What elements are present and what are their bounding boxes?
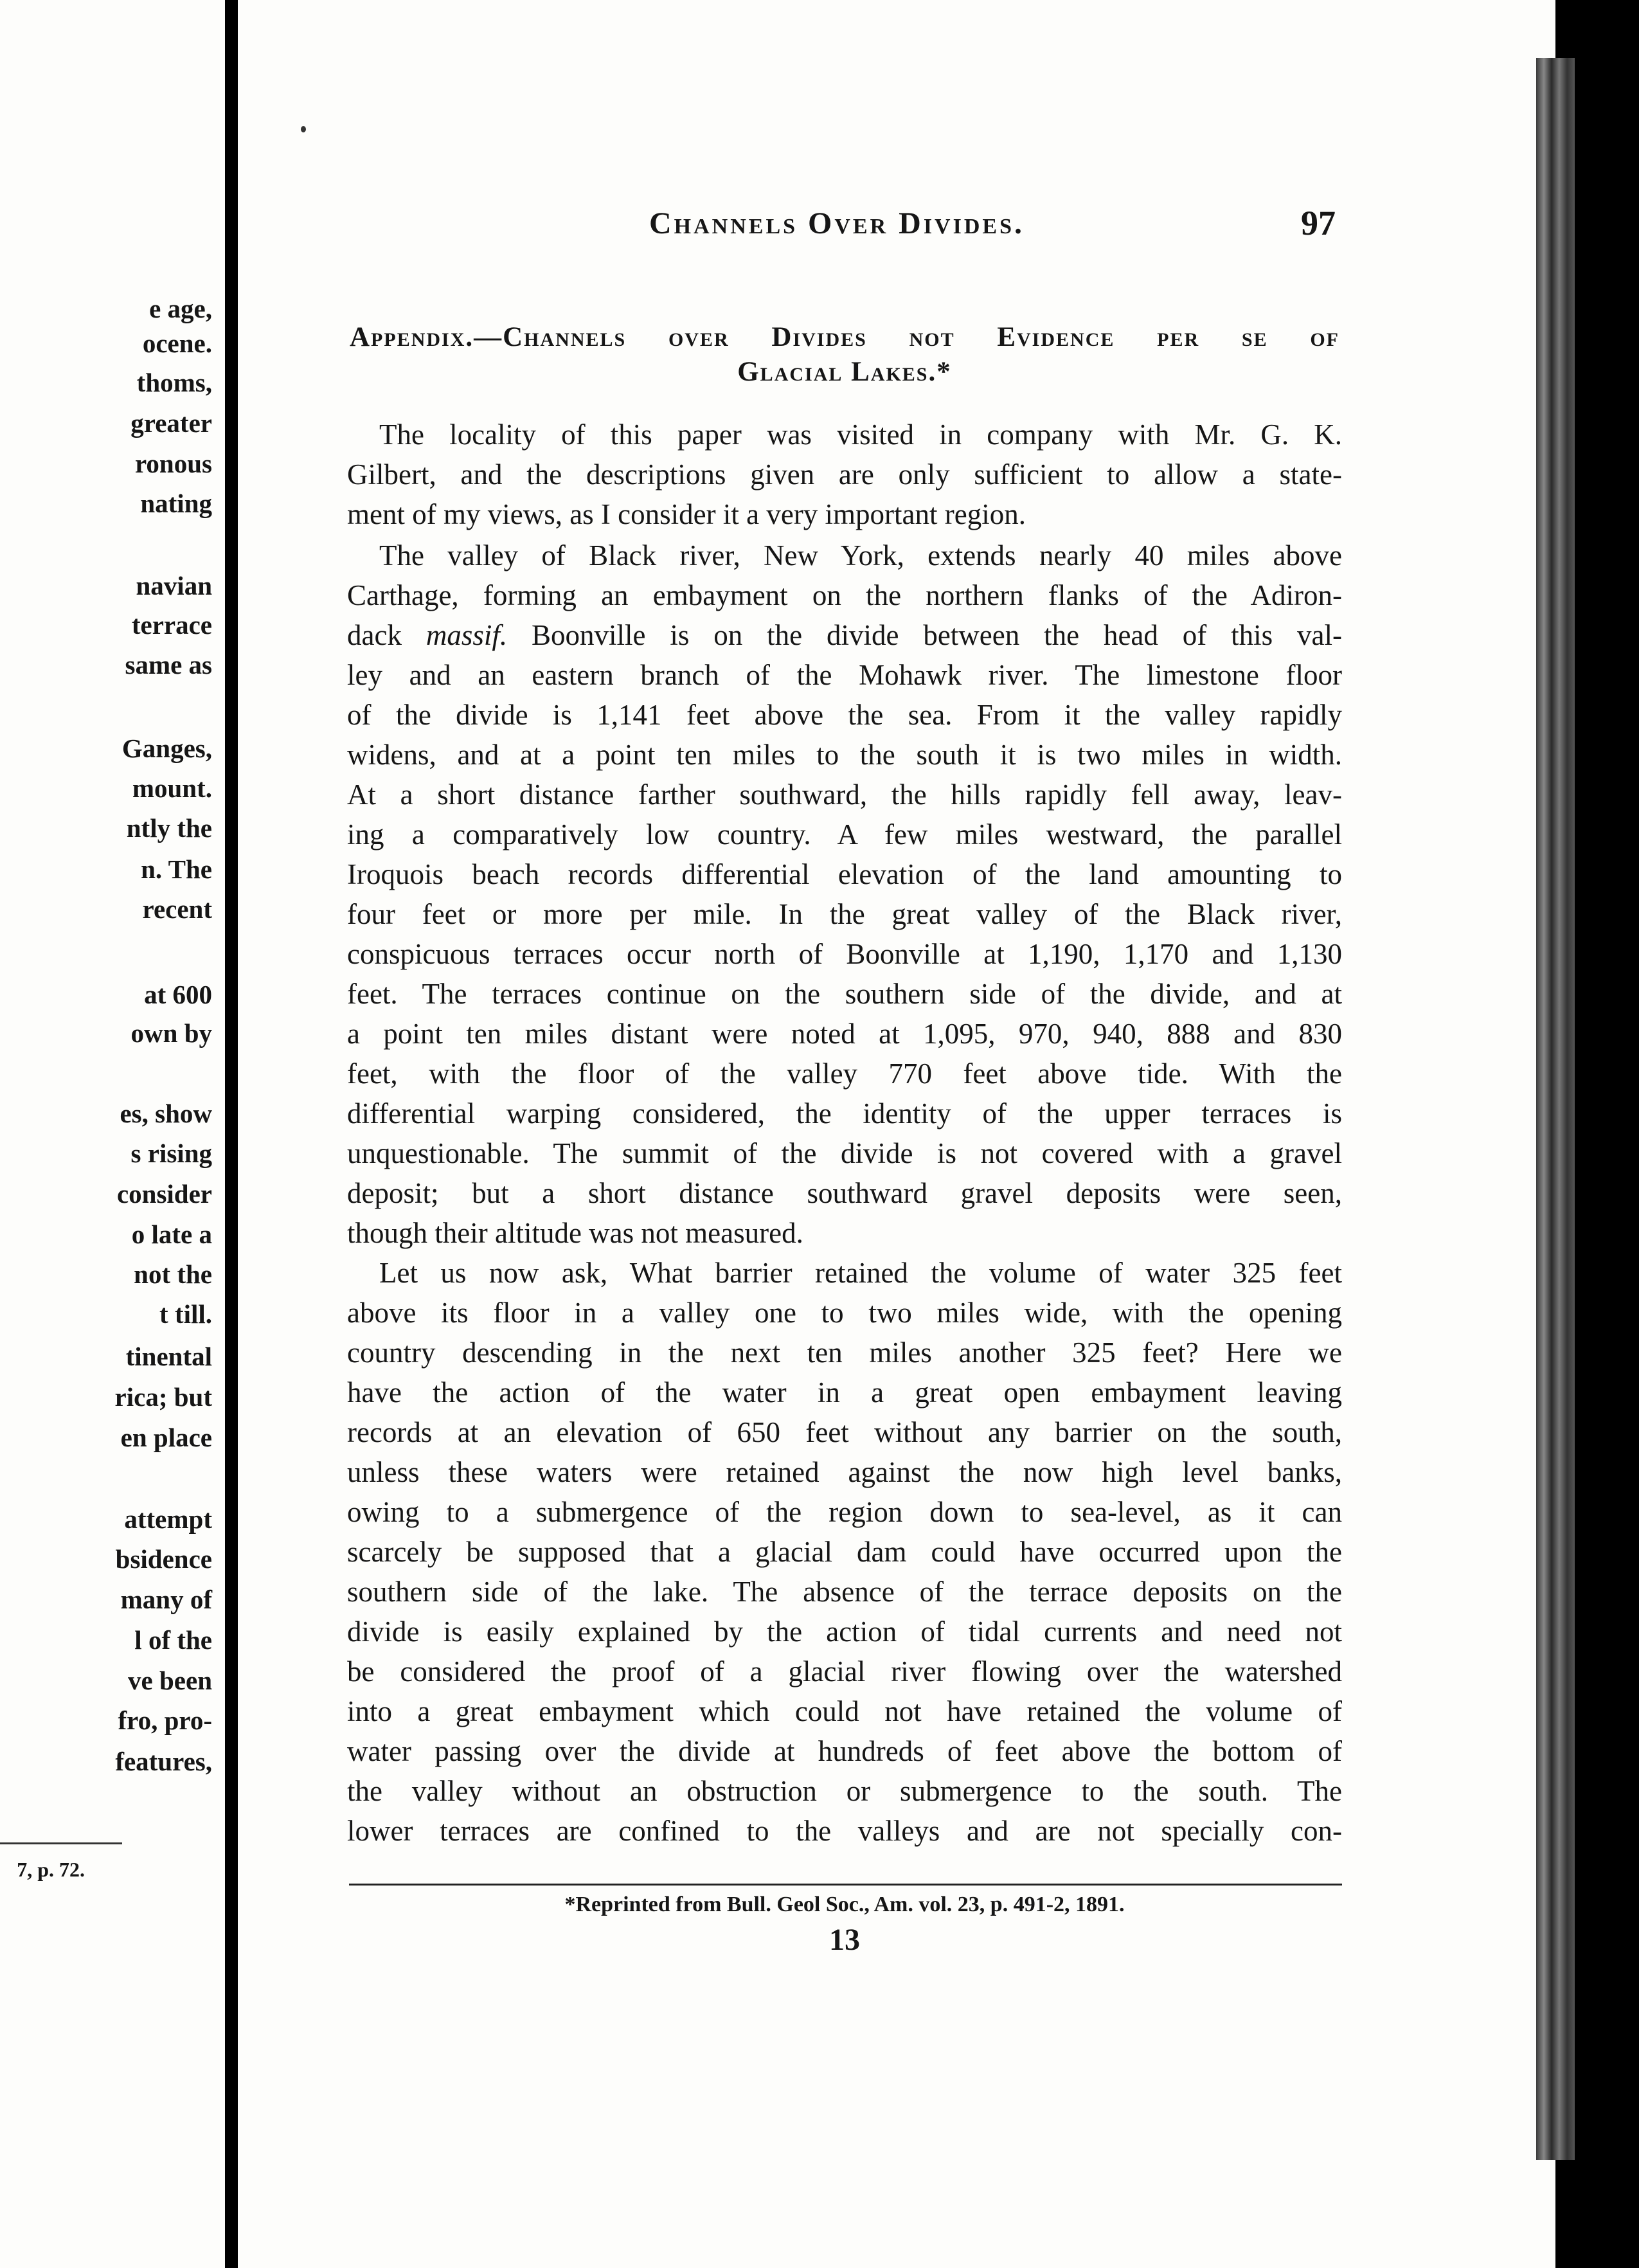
left-line: ntly the (126, 813, 212, 843)
text-line: unless these waters were retained against the now high level banks, (347, 1456, 1342, 1488)
text-line: The valley of Black river, New York, extends nearly 40 miles above (379, 539, 1342, 572)
left-line: features, (115, 1747, 212, 1776)
text-line: a point ten miles distant were noted at 1,095, 970, 940, 888 and 830 (347, 1018, 1342, 1050)
left-line: nating (140, 489, 212, 518)
text-line: ing a comparatively low country. A few miles westward, the parallel (347, 818, 1342, 851)
left-line: recent (142, 894, 212, 924)
footnote-rule (349, 1884, 1342, 1886)
text-line: feet, with the floor of the valley 770 feet above tide. With the (347, 1058, 1342, 1090)
text-line: have the action of the water in a great open embayment leaving (347, 1376, 1342, 1408)
text-line: lower terraces are confined to the valleys and are not specially con- (347, 1815, 1342, 1847)
left-line: at 600 (144, 980, 212, 1009)
left-line: e age, (149, 294, 212, 323)
text-line: owing to a submergence of the region down to sea-level, as it can (347, 1496, 1342, 1528)
text-fragment: Boonville is on the divide between the head of this val- (531, 619, 1342, 651)
text-line: ley and an eastern branch of the Mohawk river. The limestone floor (347, 659, 1342, 691)
text-line: The locality of this paper was visited in company with Mr. G. K. (379, 419, 1342, 451)
text-line: unquestionable. The summit of the divide is not covered with a gravel (347, 1137, 1342, 1169)
text-line: deposit; but a short distance southward gravel deposits were seen, (347, 1177, 1342, 1209)
text-line: country descending in the next ten miles another 325 feet? Here we (347, 1336, 1342, 1369)
left-line: l of the (134, 1625, 212, 1655)
text-line: At a short distance farther southward, the hills rapidly fell away, leav- (347, 779, 1342, 811)
left-line: fro, pro- (118, 1706, 212, 1735)
text-line: Let us now ask, What barrier retained the volume of water 325 feet (379, 1257, 1342, 1289)
text-line: above its floor in a valley one to two miles wide, with the opening (347, 1297, 1342, 1329)
text-line: Carthage, forming an embayment on the northern flanks of the Adiron- (347, 579, 1342, 611)
left-line: terrace (131, 610, 212, 640)
left-line: navian (136, 571, 212, 600)
left-footnote: 7, p. 72. (17, 1858, 85, 1881)
text-line: records at an elevation of 650 feet without any barrier on the south, (347, 1416, 1342, 1448)
text-line (347, 616, 1342, 654)
left-line: thoms, (136, 368, 212, 397)
left-line: many of (120, 1585, 212, 1614)
left-line: en place (120, 1423, 212, 1452)
text-line: divide is easily explained by the action of tidal currents and need not (347, 1616, 1342, 1648)
left-line: s rising (130, 1138, 212, 1168)
text-line: four feet or more per mile. In the great valley of the Black river, (347, 898, 1342, 930)
running-head: Channels Over Divides. (649, 206, 1025, 240)
left-line: ocene. (142, 328, 212, 358)
left-line: consider (116, 1179, 212, 1209)
left-line: ve been (128, 1666, 212, 1695)
left-line: mount. (132, 773, 212, 803)
page-number: 97 (1301, 204, 1336, 242)
left-line: Ganges, (121, 734, 212, 763)
text-line: scarcely be supposed that a glacial dam could have occurred upon the (347, 1536, 1342, 1568)
text-line: of the divide is 1,141 feet above the sea. From it the valley rapidly (347, 699, 1342, 731)
left-line: not the (134, 1259, 212, 1289)
text-line: Iroquois beach records differential elevation of the land amounting to (347, 858, 1342, 890)
text-line: southern side of the lake. The absence of the terrace deposits on the (347, 1576, 1342, 1608)
left-line: n. The (141, 854, 212, 884)
text-line: conspicuous terraces occur north of Boonville at 1,190, 1,170 and 1,130 (347, 938, 1342, 970)
left-line: greater (130, 408, 212, 438)
left-line: same as (125, 650, 212, 680)
left-line: o late a (131, 1220, 212, 1249)
text-line: differential warping considered, the identity of the upper terraces is (347, 1097, 1342, 1130)
appendix-heading-line2: Glacial Lakes.* (737, 357, 952, 387)
left-line: rica; but (114, 1382, 212, 1412)
appendix-heading-line1: Appendix.—Channels over Divides not Evidence per se of (350, 322, 1339, 352)
text-line: feet. The terraces continue on the southern side of the divide, and at (347, 978, 1342, 1010)
left-line: tinental (125, 1342, 212, 1371)
left-line: own by (130, 1018, 212, 1048)
text-line: though their altitude was not measured. (347, 1217, 803, 1249)
footnote: *Reprinted from Bull. Geol Soc., Am. vol. 23, p. 491-2, 1891. (564, 1893, 1125, 1916)
text-fragment: dack (347, 619, 402, 651)
text-line: ment of my views, as I consider it a very important region. (347, 498, 1026, 530)
italic-term: massif. (425, 619, 508, 651)
text-line: be considered the proof of a glacial river flowing over the watershed (347, 1655, 1342, 1688)
text-line: into a great embayment which could not have retained the volume of (347, 1695, 1342, 1727)
left-line: attempt (124, 1504, 212, 1534)
text-line: widens, and at a point ten miles to the south it is two miles in width. (347, 739, 1342, 771)
left-line: ronous (134, 449, 212, 478)
text-line: Gilbert, and the descriptions given are only sufficient to allow a state- (347, 458, 1342, 491)
text-line: water passing over the divide at hundreds of feet above the bottom of (347, 1735, 1342, 1767)
left-line: es, show (120, 1099, 212, 1128)
left-line: bsidence (115, 1544, 212, 1574)
text-line: the valley without an obstruction or submergence to the south. The (347, 1775, 1342, 1807)
signature-mark: 13 (829, 1923, 860, 1957)
left-line: t till. (159, 1299, 212, 1329)
